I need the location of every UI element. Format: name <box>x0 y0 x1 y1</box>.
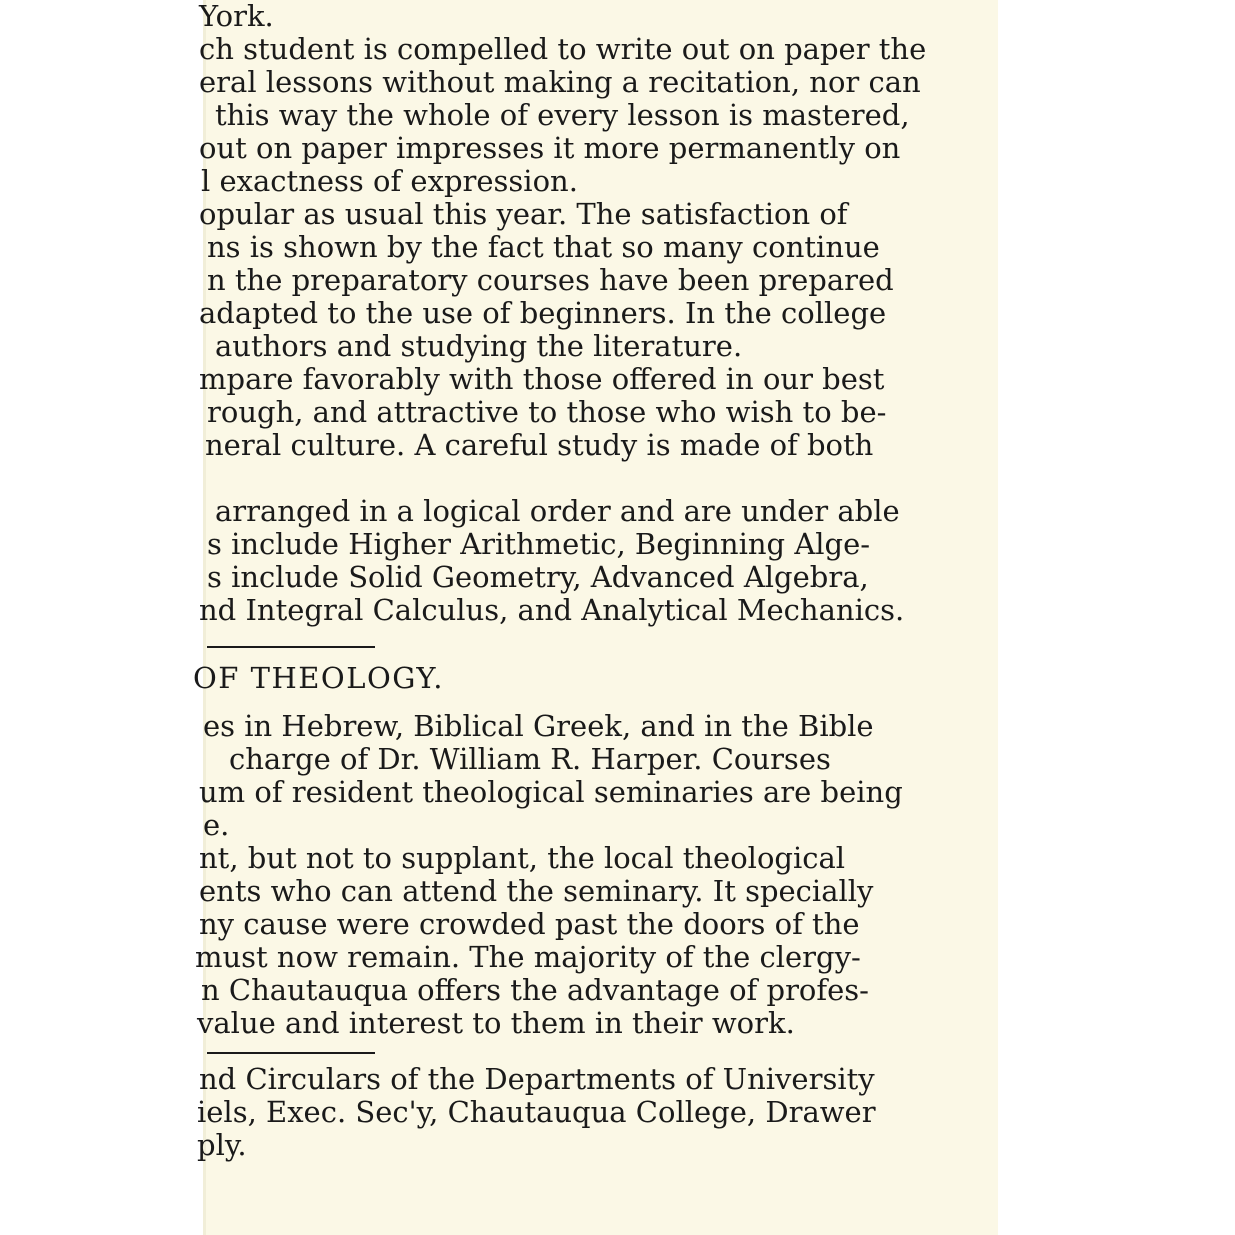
text-line: es in Hebrew, Biblical Greek, and in the Bible <box>203 709 874 743</box>
text-line: out on paper impresses it more permanently on <box>199 131 901 165</box>
text-line: neral culture. A careful study is made of both <box>205 428 874 462</box>
text-line: s include Solid Geometry, Advanced Algebra, <box>207 560 869 594</box>
text-line: authors and studying the literature. <box>215 329 743 363</box>
text-line: must now remain. The majority of the clergy- <box>195 940 861 974</box>
section-divider <box>207 1052 375 1054</box>
text-line: s include Higher Arithmetic, Beginning Alge- <box>207 527 871 561</box>
section-divider <box>207 646 375 648</box>
text-line: this way the whole of every lesson is mastered, <box>215 98 910 132</box>
section-heading: OF THEOLOGY. <box>193 661 445 695</box>
document-page <box>193 0 998 1235</box>
text-line: ply. <box>197 1128 247 1162</box>
text-line: nt, but not to supplant, the local theological <box>199 841 846 875</box>
text-line: rough, and attractive to those who wish to be- <box>207 395 887 429</box>
text-line: n Chautauqua offers the advantage of profes- <box>201 973 869 1007</box>
text-line: n the preparatory courses have been prepared <box>207 263 894 297</box>
text-line: arranged in a logical order and are under able <box>215 494 900 528</box>
text-line: l exactness of expression. <box>201 164 578 198</box>
text-line: nd Circulars of the Departments of University <box>199 1062 875 1096</box>
text-line: ns is shown by the fact that so many continue <box>207 230 880 264</box>
text-line: value and interest to them in their work. <box>197 1006 795 1040</box>
text-line: York. <box>199 0 274 33</box>
text-line: e. <box>203 808 230 842</box>
text-line: ents who can attend the seminary. It specially <box>199 874 874 908</box>
text-line: adapted to the use of beginners. In the college <box>199 296 887 330</box>
text-line: ny cause were crowded past the doors of the <box>199 907 860 941</box>
text-line: opular as usual this year. The satisfaction of <box>199 197 848 231</box>
text-line: mpare favorably with those offered in our best <box>199 362 885 396</box>
text-line: iels, Exec. Sec'y, Chautauqua College, Drawer <box>197 1095 876 1129</box>
text-line: eral lessons without making a recitation, nor can <box>199 65 921 99</box>
text-line: nd Integral Calculus, and Analytical Mechanics. <box>199 593 905 627</box>
text-line: ch student is compelled to write out on paper the <box>199 32 927 66</box>
text-line: charge of Dr. William R. Harper. Courses <box>229 742 831 776</box>
text-line: um of resident theological seminaries are being <box>199 775 903 809</box>
